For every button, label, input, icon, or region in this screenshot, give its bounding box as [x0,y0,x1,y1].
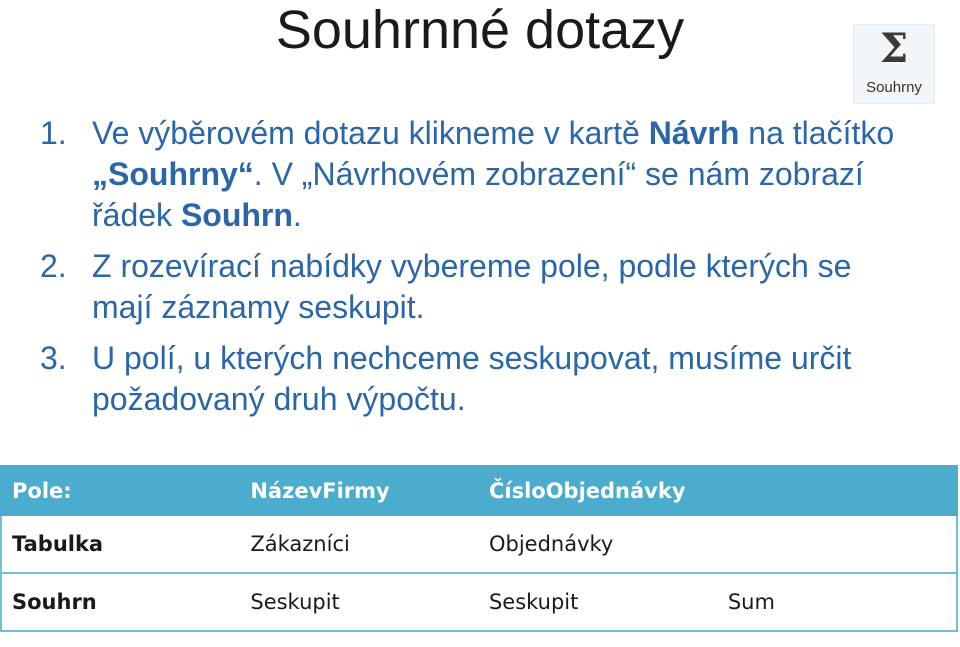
step-text: . V „Návrhovém zobrazení“ se nám zobrazí řádek [92,156,864,233]
query-design-grid [0,465,958,632]
step-text-bold: Návrh [648,115,740,151]
step-text-bold: Souhrn [180,197,293,233]
step-item [40,113,900,236]
row-label: Tabulka [1,515,239,573]
step-text: Z rozevírací nabídky vybereme pole, podle kterých se mají záznamy seskupit. [92,248,852,325]
table-cell[interactable]: Objednávky [478,515,717,573]
souhrny-label: Souhrny [866,79,922,96]
step-text: Ve výběrovém dotazu klikneme v kartě [92,115,649,151]
header-cell[interactable]: ČísloObjednávky [478,466,717,515]
step-text: . [292,197,302,233]
table-cell[interactable]: Seskupit [239,573,478,631]
souhrny-button[interactable] [853,24,935,104]
page-title: Souhrnné dotazy [275,0,685,60]
step-item [40,246,900,328]
steps-list [40,113,900,430]
header-cell: Pole: [1,466,239,515]
table-row [1,515,957,573]
step-number: 3. [40,340,67,376]
sigma-icon: Σ [879,25,909,72]
step-text: U polí, u kterých nechceme seskupovat, musíme určit požadovaný druh výpočtu. [92,340,852,417]
table-cell[interactable]: Sum [717,573,957,631]
step-item [40,338,900,420]
table-row [1,573,957,631]
table-cell[interactable]: Zákazníci [239,515,478,573]
table-header-row [1,466,957,515]
step-text-bold: „Souhrny“ [92,156,254,192]
table-cell[interactable] [717,515,957,573]
header-cell[interactable]: NázevFirmy [239,466,478,515]
step-number: 1. [40,115,67,151]
row-label: Souhrn [1,573,239,631]
step-number: 2. [40,248,67,284]
table-cell[interactable]: Seskupit [478,573,717,631]
header-cell[interactable] [717,466,957,515]
step-text: na tlačítko [739,115,895,151]
